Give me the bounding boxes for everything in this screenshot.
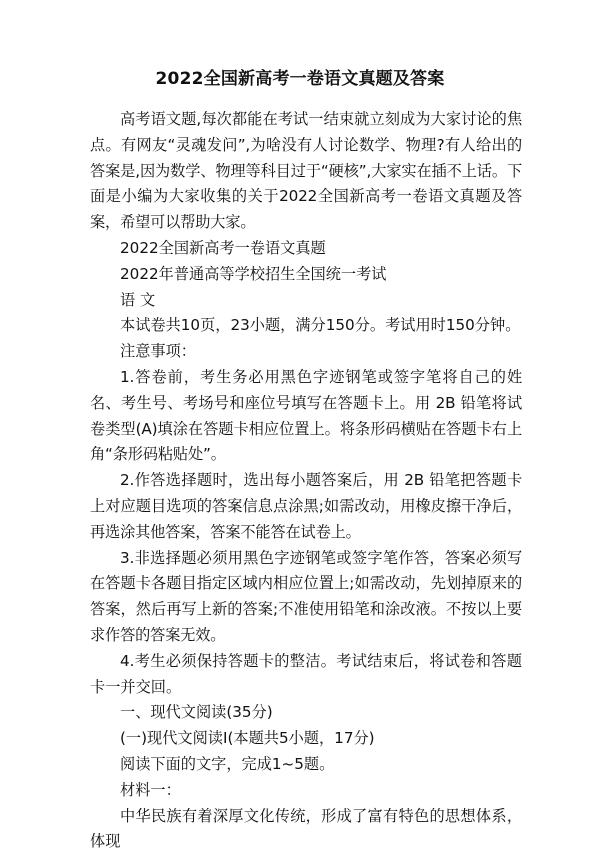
notice-heading: 注意事项： [120,342,196,361]
section-one-heading: 一、现代文阅读(35分) [120,703,273,722]
subject-name: 语 文 [120,290,156,309]
subsection-one-heading: (一)现代文阅读Ⅰ(本题共5小题，17分) [120,729,375,748]
document-body [90,107,522,855]
notice-item-2: 2.作答选择题时，选出每小题答案后，用 2B 铅笔把答题卡上对应题目选项的答案信息点涂黑;如需改动，用橡皮擦干净后，再选涂其他答案，答案不能答在试卷上。 [90,471,522,541]
exam-name: 2022年普通高等学校招生全国统一考试 [120,264,387,283]
exam-section-title: 2022全国新高考一卷语文真题 [120,238,326,257]
material-label: 材料一： [120,780,181,799]
notice-item-1: 1.答卷前，考生务必用黑色字迹钢笔或签字笔将自己的姓名、考生号、考场号和座位号填写在答题卡上。用 2B 铅笔将试卷类型(A)填涂在答题卡相应位置上。将条形码横贴在答题卡右上角“条形码粘贴处”。 [90,367,522,464]
material-first-line: 中华民族有着深厚文化传统，形成了富有特色的思想体系，体现 [90,806,522,851]
document-title: 2022全国新高考一卷语文真题及答案 [155,69,445,89]
intro-paragraph: 高考语文题,每次都能在考试一结束就立刻成为大家讨论的焦点。有网友“灵魂发问”,为啥没有人讨论数学、物理?有人给出的答案是,因为数学、物理等科目过于“硬核”,大家实在插不上话。下面是小编为大家收集的关于2022全国新高考一卷语文真题及答案，希望可以帮助大家。 [90,110,522,232]
exam-overview: 本试卷共10页，23小题，满分150分。考试用时150分钟。 [120,316,521,335]
notice-item-3: 3.非选择题必须用黑色字迹钢笔或签字笔作答，答案必须写在答题卡各题目指定区域内相应位置上;如需改动，先划掉原来的答案，然后再写上新的答案;不准使用铅笔和涂改液。不按以上要求作答的答案无效。 [90,548,522,644]
reading-instruction: 阅读下面的文字，完成1~5题。 [120,754,335,773]
notice-item-4: 4.考生必须保持答题卡的整洁。考试结束后，将试卷和答题卡一并交回。 [90,651,522,696]
